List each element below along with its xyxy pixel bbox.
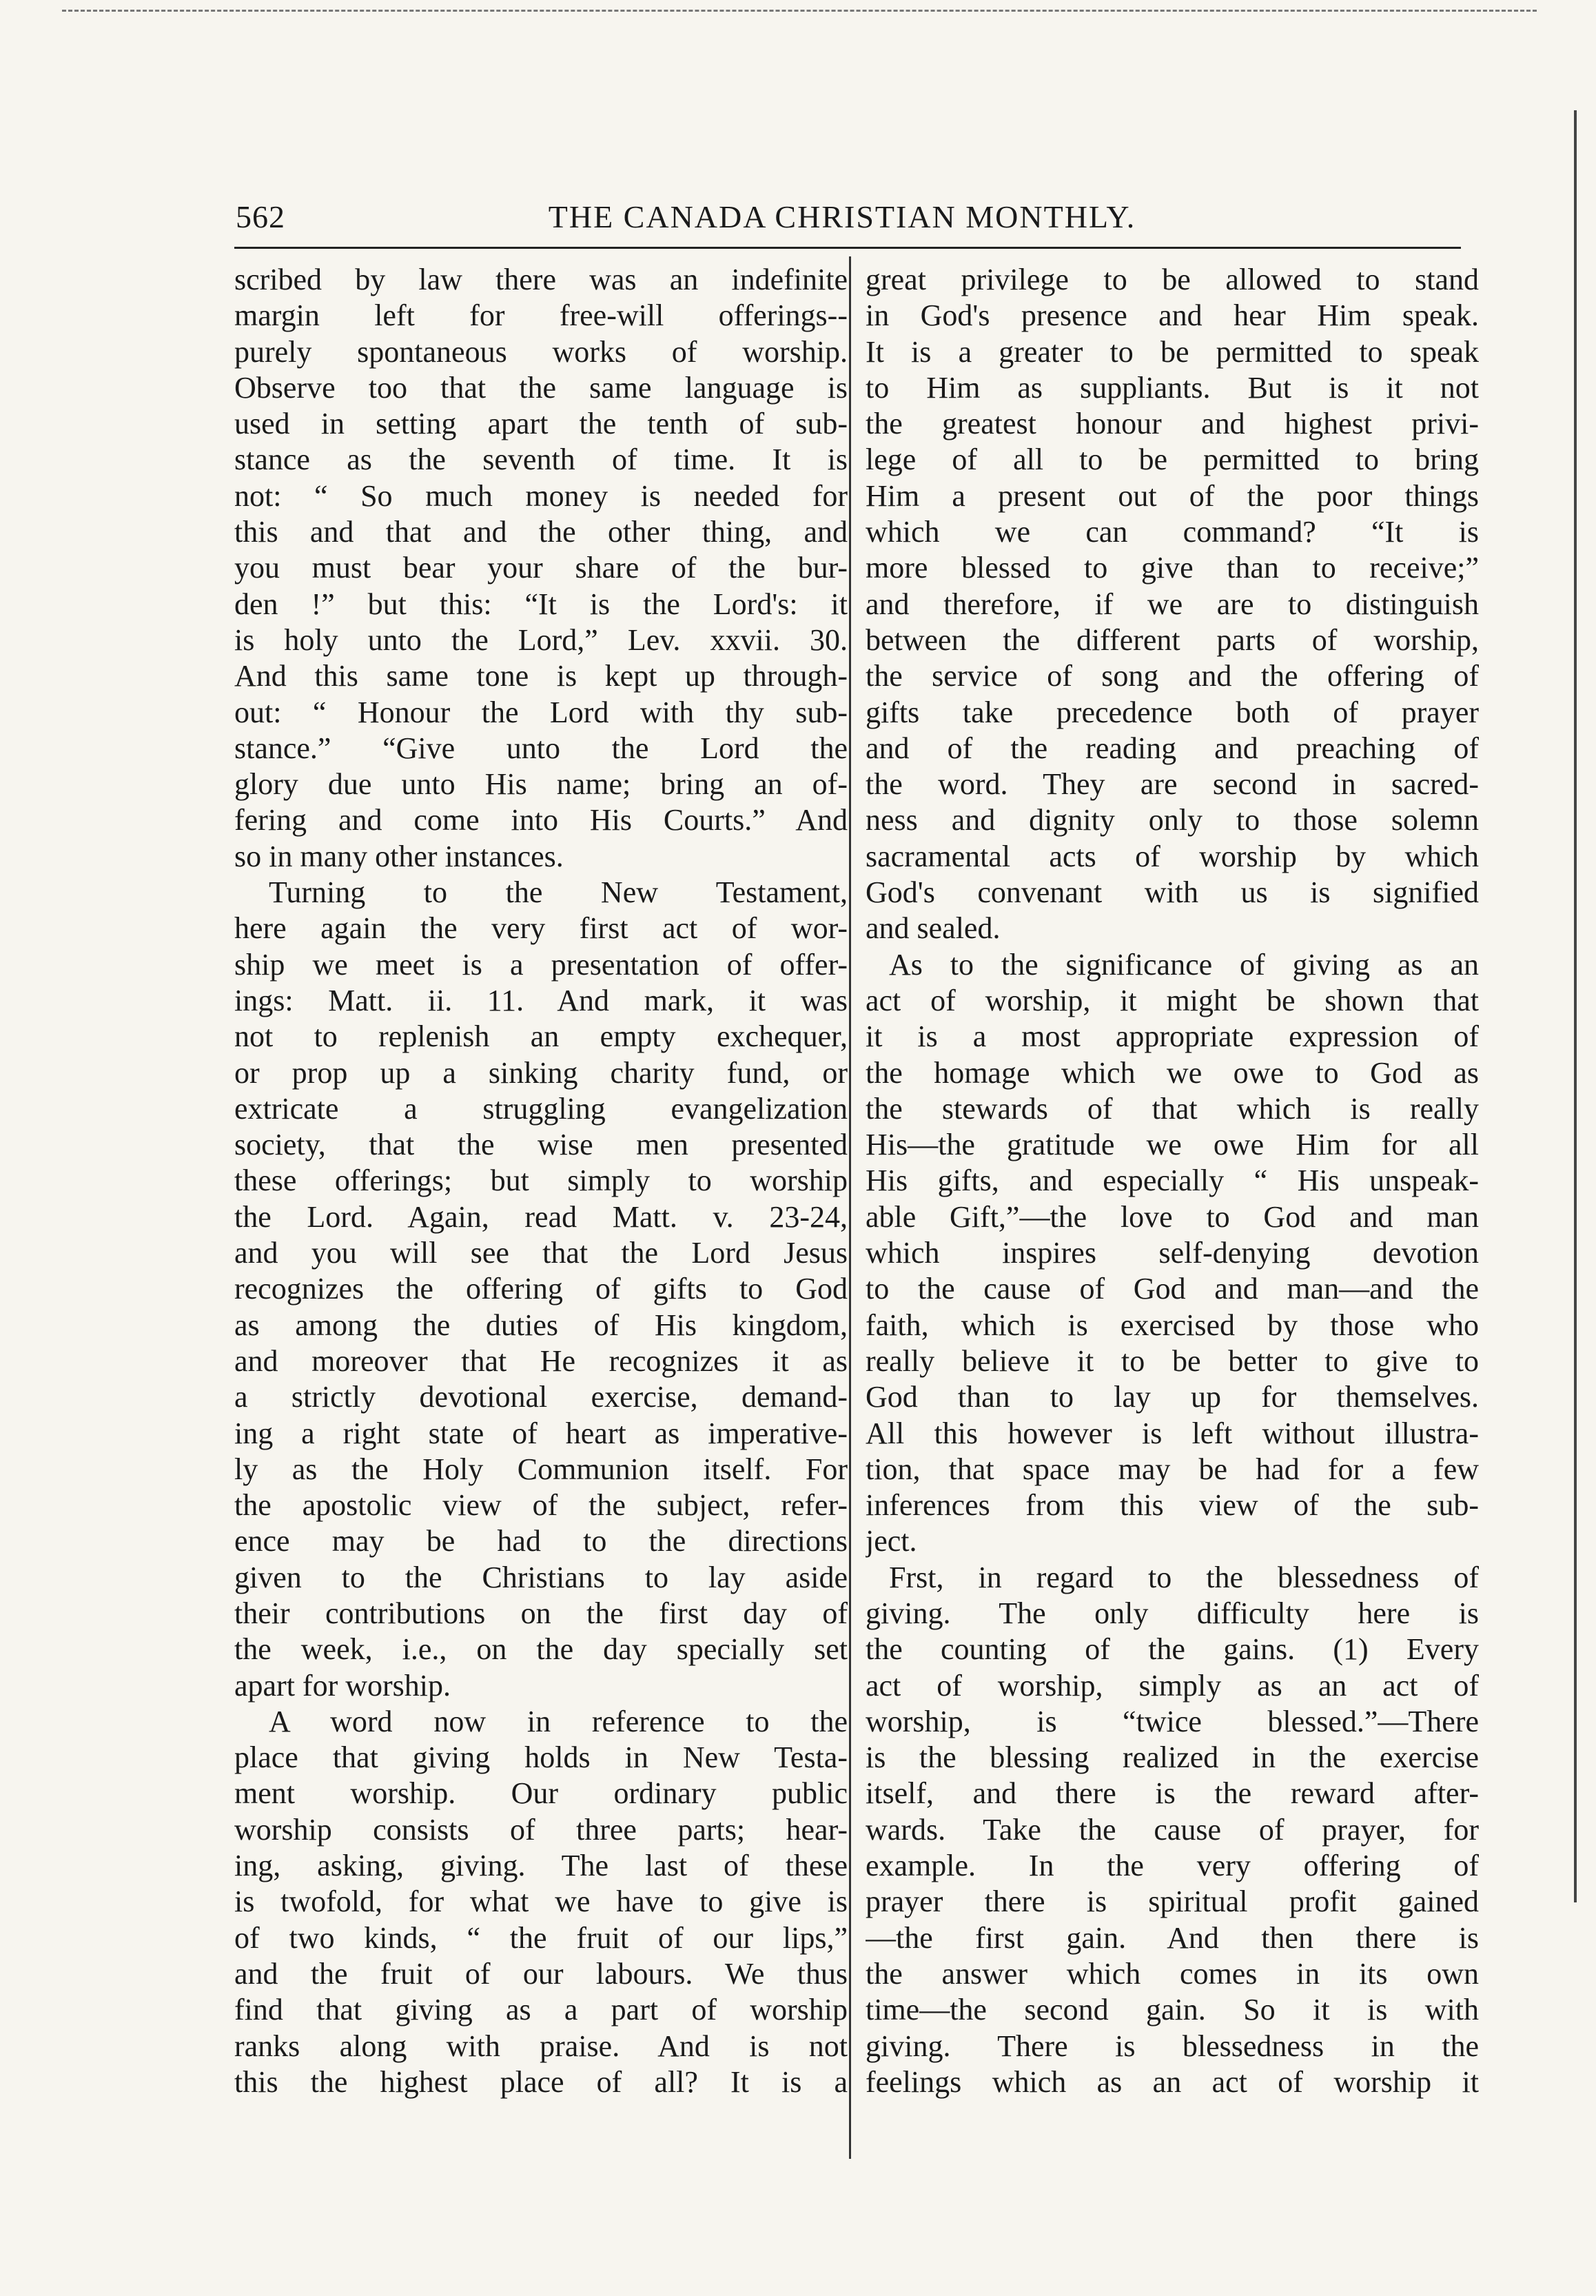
text-line: the apostolic view of the subject, refer- xyxy=(234,1488,848,1523)
text-line: the service of song and the offering of xyxy=(866,659,1479,693)
text-line: prayer there is spiritual profit gained xyxy=(866,1884,1479,1919)
text-line: margin left for free-will offerings-- xyxy=(234,298,848,333)
text-line: And this same tone is kept up through- xyxy=(234,659,848,693)
text-line: God's convenant with us is signified xyxy=(866,875,1479,910)
text-line: out: “ Honour the Lord with thy sub- xyxy=(234,695,848,729)
text-line: stance.” “Give unto the Lord the xyxy=(234,731,848,765)
text-line: tion, that space may be had for a few xyxy=(866,1452,1479,1486)
right-column xyxy=(866,262,1479,2164)
text-line: scribed by law there was an indefinite xyxy=(234,263,848,296)
text-line: As to the significance of giving as an xyxy=(889,947,1479,982)
page-number: 562 xyxy=(236,199,285,234)
text-line: worship, is “twice blessed.”—There xyxy=(866,1704,1479,1738)
text-line: of two kinds, “ the fruit of our lips,” xyxy=(234,1920,848,1955)
text-line: place that giving holds in New Testa- xyxy=(234,1740,848,1775)
text-line: find that giving as a part of worship xyxy=(234,1993,848,2027)
text-line: in God's presence and hear Him speak. xyxy=(866,298,1479,333)
text-line: the greatest honour and highest privi- xyxy=(866,407,1479,441)
text-line: act of worship, simply as an act of xyxy=(866,1668,1479,1703)
text-line: recognizes the offering of gifts to God xyxy=(234,1272,848,1306)
text-line: given to the Christians to lay aside xyxy=(234,1560,848,1594)
text-line: this and that and the other thing, and xyxy=(234,515,848,549)
text-line: used in setting apart the tenth of sub- xyxy=(234,407,848,441)
text-line: you must bear your share of the bur- xyxy=(234,551,848,585)
text-line: Turning to the New Testament, xyxy=(269,875,848,910)
text-line: or prop up a sinking charity fund, or xyxy=(234,1055,848,1090)
text-line: feelings which as an act of worship it xyxy=(866,2064,1479,2099)
text-line: here again the very first act of wor- xyxy=(234,911,848,946)
text-line: God than to lay up for themselves. xyxy=(866,1380,1479,1414)
text-line: and sealed. xyxy=(866,911,1001,946)
text-line: ject. xyxy=(866,1524,917,1558)
text-line: ship we meet is a presentation of offer- xyxy=(234,947,848,982)
text-line: and of the reading and preaching of xyxy=(866,731,1479,765)
text-line: and moreover that He recognizes it as xyxy=(234,1343,848,1378)
text-line: inferences from this view of the sub- xyxy=(866,1488,1479,1523)
text-line: more blessed to give than to receive;” xyxy=(866,551,1479,585)
text-line: Him a present out of the poor things xyxy=(866,478,1479,513)
text-line: A word now in reference to the xyxy=(269,1704,848,1738)
text-line: between the different parts of worship, xyxy=(866,622,1479,657)
text-line: the homage which we owe to God as xyxy=(866,1055,1479,1090)
text-line: which inspires self-denying devotion xyxy=(866,1236,1479,1270)
text-line: ment worship. Our ordinary public xyxy=(234,1776,848,1811)
text-line: is holy unto the Lord,” Lev. xxvii. 30. xyxy=(234,622,848,657)
text-line: society, that the wise men presented xyxy=(234,1128,848,1162)
scan-edge-top xyxy=(62,10,1537,12)
text-line: ing a right state of heart as imperative- xyxy=(234,1416,848,1450)
text-line: den !” but this: “It is the Lord's: it xyxy=(234,587,848,621)
text-line: worship consists of three parts; hear- xyxy=(234,1812,848,1847)
text-line: the week, i.e., on the day specially set xyxy=(234,1632,848,1667)
text-line: gifts take precedence both of prayer xyxy=(866,695,1479,729)
text-line: and you will see that the Lord Jesus xyxy=(234,1236,848,1270)
text-line: stance as the seventh of time. It is xyxy=(234,443,848,477)
text-line: ence may be had to the directions xyxy=(234,1524,848,1558)
text-line: as among the duties of His kingdom, xyxy=(234,1308,848,1342)
text-line: wards. Take the cause of prayer, for xyxy=(866,1812,1479,1847)
text-line: purely spontaneous works of worship. xyxy=(234,334,848,369)
text-line: a strictly devotional exercise, demand- xyxy=(234,1380,848,1414)
text-line: ing, asking, giving. The last of these xyxy=(234,1849,848,1883)
text-line: the counting of the gains. (1) Every xyxy=(866,1632,1479,1667)
text-line: these offerings; but simply to worship xyxy=(234,1164,848,1198)
text-line: His gifts, and especially “ His unspeak- xyxy=(866,1164,1479,1198)
text-line: and the fruit of our labours. We thus xyxy=(234,1956,848,1991)
text-line: It is a greater to be permitted to speak xyxy=(866,334,1479,369)
text-line: apart for worship. xyxy=(234,1668,451,1703)
text-line: the answer which comes in its own xyxy=(866,1956,1479,1991)
column-divider xyxy=(849,256,851,2159)
text-line: Observe too that the same language is xyxy=(234,370,848,405)
text-line: —the first gain. And then there is xyxy=(866,1920,1479,1955)
text-line: the word. They are second in sacred- xyxy=(866,767,1479,802)
text-line: to Him as suppliants. But is it not xyxy=(866,370,1479,405)
journal-title: THE CANADA CHRISTIAN MONTHLY. xyxy=(548,199,1136,234)
text-line: ings: Matt. ii. 11. And mark, it was xyxy=(234,983,848,1017)
text-line: itself, and there is the reward after- xyxy=(866,1776,1479,1811)
text-line: Frst, in regard to the blessedness of xyxy=(889,1560,1479,1594)
text-line: which we can command? “It is xyxy=(866,515,1479,549)
text-line: to the cause of God and man—and the xyxy=(866,1272,1479,1306)
left-column xyxy=(234,262,848,2164)
text-line: ness and dignity only to those solemn xyxy=(866,803,1479,837)
running-head xyxy=(236,199,1449,240)
text-line: His—the gratitude we owe Him for all xyxy=(866,1128,1479,1162)
text-line: All this however is left without illustra- xyxy=(866,1416,1479,1450)
scan-edge-right xyxy=(1574,110,1577,1902)
text-line: not: “ So much money is needed for xyxy=(234,478,848,513)
text-line: not to replenish an empty exchequer, xyxy=(234,1019,848,1054)
text-line: great privilege to be allowed to stand xyxy=(866,263,1479,296)
text-line: so in many other instances. xyxy=(234,839,564,873)
text-line: ranks along with praise. And is not xyxy=(234,2029,848,2063)
text-line: faith, which is exercised by those who xyxy=(866,1308,1479,1342)
text-line: giving. The only difficulty here is xyxy=(866,1596,1479,1630)
text-line: act of worship, it might be shown that xyxy=(866,983,1479,1017)
text-line: time—the second gain. So it is with xyxy=(866,1993,1479,2027)
text-line: fering and come into His Courts.” And xyxy=(234,803,848,837)
text-line: extricate a struggling evangelization xyxy=(234,1091,848,1126)
text-line: lege of all to be permitted to bring xyxy=(866,443,1479,477)
text-line: is the blessing realized in the exercise xyxy=(866,1740,1479,1775)
text-line: glory due unto His name; bring an of- xyxy=(234,767,848,802)
text-line: able Gift,”—the love to God and man xyxy=(866,1199,1479,1234)
text-line: the Lord. Again, read Matt. v. 23-24, xyxy=(234,1199,848,1234)
text-line: it is a most appropriate expression of xyxy=(866,1019,1479,1054)
header-rule xyxy=(234,247,1461,249)
text-line: really believe it to be better to give to xyxy=(866,1343,1479,1378)
text-line: and therefore, if we are to distinguish xyxy=(866,587,1479,621)
text-line: the stewards of that which is really xyxy=(866,1091,1479,1126)
text-line: giving. There is blessedness in the xyxy=(866,2029,1479,2063)
text-line: ly as the Holy Communion itself. For xyxy=(234,1452,848,1486)
text-line: is twofold, for what we have to give is xyxy=(234,1884,848,1919)
text-line: their contributions on the first day of xyxy=(234,1596,848,1630)
text-line: example. In the very offering of xyxy=(866,1849,1479,1883)
text-line: sacramental acts of worship by which xyxy=(866,839,1479,873)
text-line: this the highest place of all? It is a xyxy=(234,2064,848,2099)
